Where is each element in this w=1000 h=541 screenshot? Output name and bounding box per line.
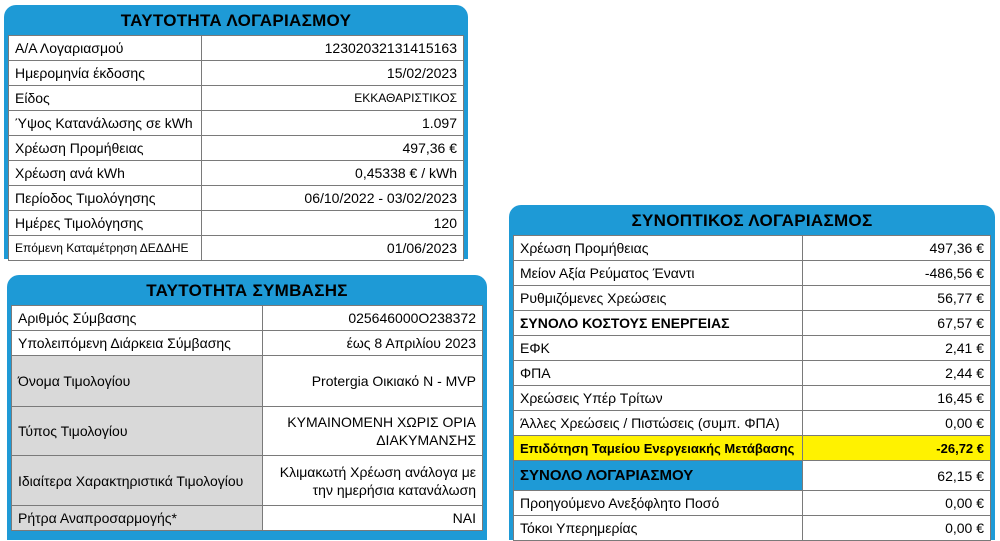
tariff-features-value: Κλιμακωτή Χρέωση ανάλογα με την ημερήσια κατανάλωση: [263, 456, 483, 506]
table-row: [514, 236, 991, 261]
row-label: Επιδότηση Ταμείου Ενεργειακής Μετάβασης: [514, 436, 803, 461]
table-row: [12, 456, 483, 506]
table-row: [514, 461, 991, 491]
consumption-value: 1.097: [202, 111, 464, 136]
issue-date-value: 15/02/2023: [202, 61, 464, 86]
tariff-name-value: Protergia Οικιακό Ν - MVP: [263, 356, 483, 407]
table-row: [514, 411, 991, 436]
other-charges-value: 0,00 €: [803, 411, 991, 436]
account-identity-table: [8, 35, 464, 261]
table-row: [9, 36, 464, 61]
bill-summary-table: [513, 235, 991, 541]
table-row: [514, 491, 991, 516]
remaining-duration-value: έως 8 Απριλίου 2023: [263, 331, 483, 356]
account-identity-panel: [4, 5, 468, 259]
row-label: ΣΥΝΟΛΟ ΚΟΣΤΟΥΣ ΕΝΕΡΓΕΙΑΣ: [514, 311, 803, 336]
table-row: [514, 261, 991, 286]
row-label: Επόμενη Καταμέτρηση ΔΕΔΔΗΕ: [9, 236, 202, 261]
table-row: [514, 436, 991, 461]
advance-deduction-value: -486,56 €: [803, 261, 991, 286]
row-label: Μείον Αξία Ρεύματος Έναντι: [514, 261, 803, 286]
table-row: [514, 286, 991, 311]
third-party-charges-value: 16,45 €: [803, 386, 991, 411]
row-label: Χρέωση ανά kWh: [9, 161, 202, 186]
table-row: [12, 506, 483, 531]
contract-identity-title: ΤΑΥΤΟΤΗΤΑ ΣΥΜΒΑΣΗΣ: [146, 281, 348, 300]
row-label: Τόκοι Υπερημερίας: [514, 516, 803, 541]
table-row: [9, 161, 464, 186]
table-row: [9, 61, 464, 86]
row-label: Χρέωση Προμήθειας: [514, 236, 803, 261]
table-row: [12, 331, 483, 356]
subsidy-value: -26,72 €: [803, 436, 991, 461]
bill-total-value: 62,15 €: [803, 461, 991, 491]
contract-number-value: 025646000O238372: [263, 306, 483, 331]
table-row: [9, 211, 464, 236]
table-row: [12, 306, 483, 331]
row-label: Χρεώσεις Υπέρ Τρίτων: [514, 386, 803, 411]
row-label: Περίοδος Τιμολόγησης: [9, 186, 202, 211]
row-label: Χρέωση Προμήθειας: [9, 136, 202, 161]
table-row: [514, 386, 991, 411]
energy-cost-total-value: 67,57 €: [803, 311, 991, 336]
tariff-type-value: ΚΥΜΑΙΝΟΜΕΝΗ ΧΩΡΙΣ ΟΡΙΑ ΔΙΑΚΥΜΑΝΣΗΣ: [263, 407, 483, 456]
row-label: Ρυθμιζόμενες Χρεώσεις: [514, 286, 803, 311]
row-label: ΣΥΝΟΛΟ ΛΟΓΑΡΙΑΣΜΟΥ: [514, 461, 803, 491]
next-reading-value: 01/06/2023: [202, 236, 464, 261]
bill-type-value: ΕΚΚΑΘΑΡΙΣΤΙΚΟΣ: [202, 86, 464, 111]
row-label: Όνομα Τιμολογίου: [12, 356, 263, 407]
row-label: Ιδιαίτερα Χαρακτηριστικά Τιμολογίου: [12, 456, 263, 506]
supply-charge-value: 497,36 €: [202, 136, 464, 161]
excise-tax-value: 2,41 €: [803, 336, 991, 361]
table-row: [514, 361, 991, 386]
billing-days-value: 120: [202, 211, 464, 236]
row-label: Τύπος Τιμολογίου: [12, 407, 263, 456]
account-identity-title: ΤΑΥΤΟΤΗΤΑ ΛΟΓΑΡΙΑΣΜΟΥ: [120, 11, 352, 30]
vat-value: 2,44 €: [803, 361, 991, 386]
table-row: [514, 336, 991, 361]
charge-per-kwh-value: 0,45338 € / kWh: [202, 161, 464, 186]
row-label: Είδος: [9, 86, 202, 111]
supply-charge-value: 497,36 €: [803, 236, 991, 261]
row-label: Ημέρες Τιμολόγησης: [9, 211, 202, 236]
table-row: [9, 111, 464, 136]
row-label: ΕΦΚ: [514, 336, 803, 361]
table-row: [514, 311, 991, 336]
late-interest-value: 0,00 €: [803, 516, 991, 541]
row-label: ΦΠΑ: [514, 361, 803, 386]
row-label: Ημερομηνία έκδοσης: [9, 61, 202, 86]
contract-identity-table: [11, 305, 483, 531]
row-label: Ρήτρα Αναπροσαρμογής*: [12, 506, 263, 531]
table-row: [9, 186, 464, 211]
row-label: Α/Α Λογαριασμού: [9, 36, 202, 61]
table-row: [9, 236, 464, 261]
billing-period-value: 06/10/2022 - 03/02/2023: [202, 186, 464, 211]
row-label: Άλλες Χρεώσεις / Πιστώσεις (συμπ. ΦΠΑ): [514, 411, 803, 436]
bill-summary-title: ΣΥΝΟΠΤΙΚΟΣ ΛΟΓΑΡΙΑΣΜΟΣ: [631, 211, 873, 230]
row-label: Ύψος Κατανάλωσης σε kWh: [9, 111, 202, 136]
table-row: [12, 356, 483, 407]
previous-balance-value: 0,00 €: [803, 491, 991, 516]
contract-identity-panel: [7, 275, 487, 540]
regulated-charges-value: 56,77 €: [803, 286, 991, 311]
account-number-value: 12302032131415163: [202, 36, 464, 61]
table-row: [12, 407, 483, 456]
row-label: Προηγούμενο Ανεξόφλητο Ποσό: [514, 491, 803, 516]
adjustment-clause-value: ΝΑΙ: [263, 506, 483, 531]
bill-summary-panel: [509, 205, 995, 540]
table-row: [9, 86, 464, 111]
table-row: [9, 136, 464, 161]
row-label: Αριθμός Σύμβασης: [12, 306, 263, 331]
table-row: [514, 516, 991, 541]
row-label: Υπολειπόμενη Διάρκεια Σύμβασης: [12, 331, 263, 356]
